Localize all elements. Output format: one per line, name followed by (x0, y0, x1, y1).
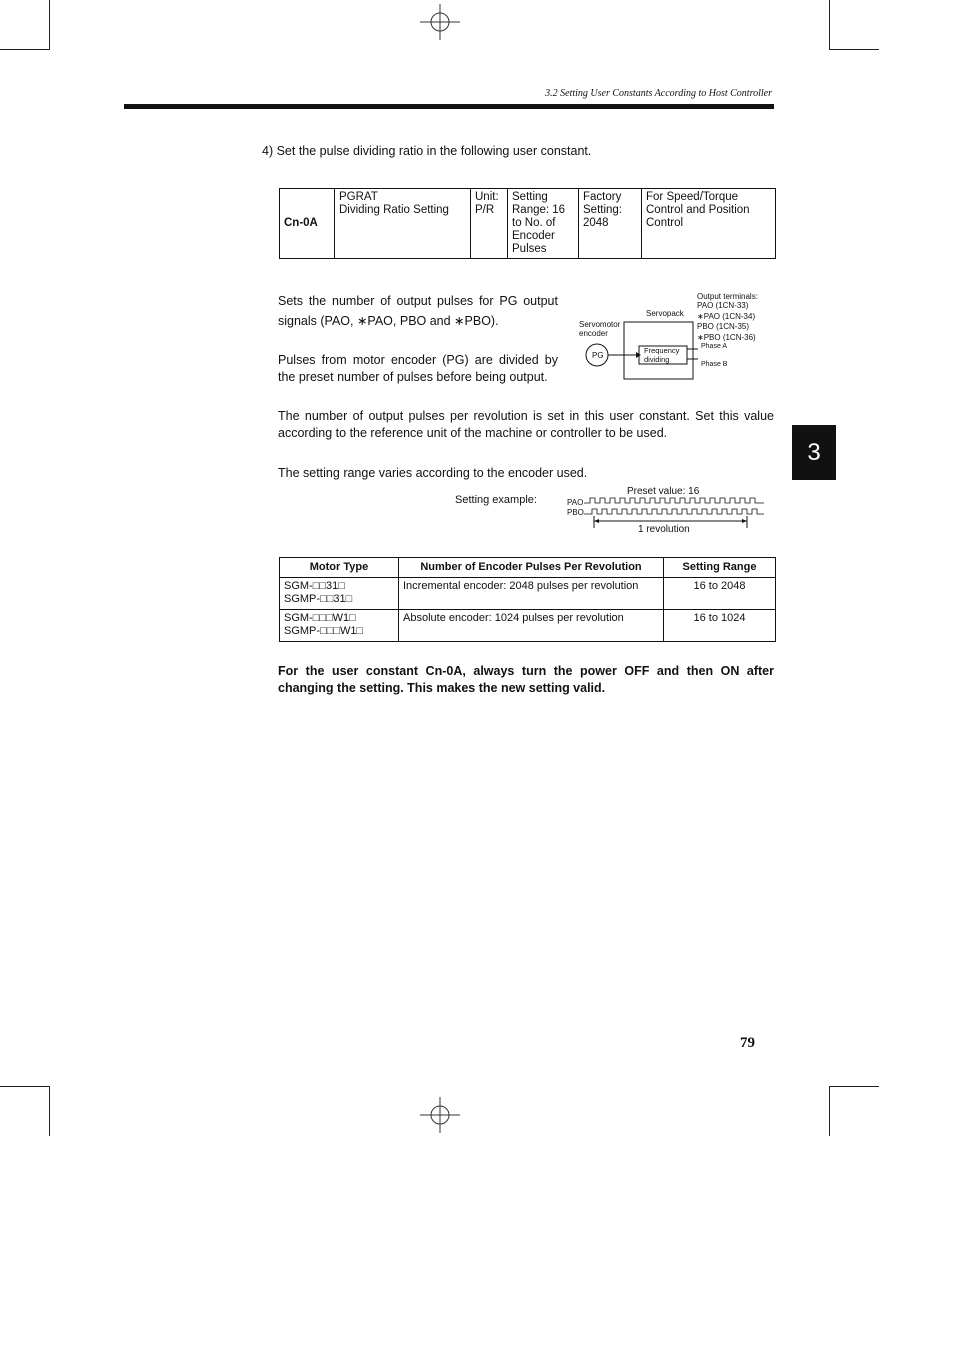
registration-mark (420, 1097, 460, 1133)
output-terminals-title: Output terminals: (697, 292, 758, 301)
range-line: Encoder (512, 230, 555, 242)
page-number: 79 (740, 1035, 755, 1051)
unit-line2: P/R (475, 204, 495, 216)
setting-range-cell: 16 to 1024 (664, 610, 776, 642)
pao-signal-label: PAO (567, 498, 584, 507)
crop-mark (0, 49, 50, 50)
freq-line1: Frequency (644, 346, 680, 355)
constant-control (642, 189, 776, 259)
constant-factory (579, 189, 642, 259)
encoder-pulses-cell: Incremental encoder: 2048 pulses per revolution (399, 578, 664, 610)
para-setting-range: The setting range varies according to the encoder used. (278, 466, 588, 480)
frequency-dividing-label (644, 347, 679, 364)
motor-type-line2: SGMP-□□31□ (284, 593, 353, 605)
pao-terminal: PAO (1CN-33) (697, 301, 749, 310)
table-header-row (280, 558, 776, 578)
setting-example-label: Setting example: (455, 494, 537, 506)
running-header: 3.2 Setting User Constants According to Host Controller (545, 88, 772, 99)
factory-line: Factory (583, 191, 622, 203)
servomotor-line2: encoder (579, 329, 608, 338)
one-revolution-label: 1 revolution (638, 524, 690, 535)
motor-type-line2: SGMP-□□□W1□ (284, 625, 364, 637)
crop-mark (829, 1086, 830, 1136)
pao-waveform (584, 498, 764, 503)
pg-label: PG (592, 351, 604, 360)
header-encoder-pulses: Number of Encoder Pulses Per Revolution (399, 558, 664, 578)
chapter-tab: 3 (792, 425, 836, 480)
table-row (280, 610, 776, 642)
constant-unit (471, 189, 508, 259)
step-text: 4) Set the pulse dividing ratio in the following user constant. (262, 144, 592, 158)
crop-mark (49, 0, 50, 50)
factory-line: 2048 (583, 217, 609, 229)
header-motor-type: Motor Type (280, 558, 399, 578)
crop-mark (829, 0, 830, 50)
constant-name-line2: Dividing Ratio Setting (339, 204, 449, 216)
servomotor-line1: Servomotor (579, 320, 621, 329)
power-cycle-note: For the user constant Cn-0A, always turn the power OFF and then ON after changing the setting. This makes the new setting valid. (278, 664, 774, 695)
freq-line2: dividing (644, 354, 670, 364)
para-output-pulses: Sets the number of output pulses for PG output signals (PAO, ∗PAO, PBO and ∗PBO). (278, 294, 558, 328)
constant-name-line1: PGRAT (339, 191, 378, 203)
motor-type-line1: SGM-□□□W1□ (284, 612, 356, 624)
motor-type-cell (280, 578, 399, 610)
crop-mark (829, 1086, 879, 1087)
control-line: Control and Position (646, 204, 750, 216)
motor-type-table (279, 557, 776, 642)
crop-mark (49, 1086, 50, 1136)
range-line: Pulses (512, 243, 547, 255)
servopack-label: Servopack (646, 309, 684, 318)
constant-table (279, 188, 776, 259)
pbo-signal-label: PBO (567, 508, 584, 517)
pbo-waveform (584, 509, 764, 514)
pao-inv-terminal: ∗PAO (1CN-34) (697, 312, 756, 321)
pbo-inv-terminal: ∗PBO (1CN-36) (697, 333, 756, 342)
crop-mark (0, 1086, 50, 1087)
constant-name (335, 189, 471, 259)
table-row (280, 578, 776, 610)
registration-mark (420, 4, 460, 40)
range-line: Setting (512, 191, 548, 203)
setting-range-cell: 16 to 2048 (664, 578, 776, 610)
pbo-terminal: PBO (1CN-35) (697, 322, 750, 331)
block-diagram (580, 318, 700, 382)
control-line: For Speed/Torque (646, 191, 739, 203)
constant-range (508, 189, 579, 259)
motor-type-line1: SGM-□□31□ (284, 580, 345, 592)
motor-type-cell (280, 610, 399, 642)
output-terminals-label (697, 292, 758, 310)
crop-mark (829, 49, 879, 50)
header-setting-range: Setting Range (664, 558, 776, 578)
factory-line: Setting: (583, 204, 622, 216)
phase-b-label: Phase B (701, 361, 728, 368)
header-rule (124, 104, 774, 109)
range-line: Range: 16 (512, 204, 566, 216)
encoder-pulses-cell: Absolute encoder: 1024 pulses per revolution (399, 610, 664, 642)
preset-value-label: Preset value: 16 (627, 486, 700, 497)
control-line: Control (646, 217, 684, 229)
para-dividing: Pulses from motor encoder (PG) are divided by the preset number of pulses before being output. (278, 353, 558, 384)
unit-line1: Unit: (475, 191, 499, 203)
phase-a-label: Phase A (701, 343, 728, 350)
range-line: to No. of (512, 217, 556, 229)
para-per-revolution: The number of output pulses per revolution is set in this user constant. Set this value according to the reference unit of the machine or controller to be used. (278, 409, 774, 440)
constant-code: Cn-0A (280, 189, 335, 259)
